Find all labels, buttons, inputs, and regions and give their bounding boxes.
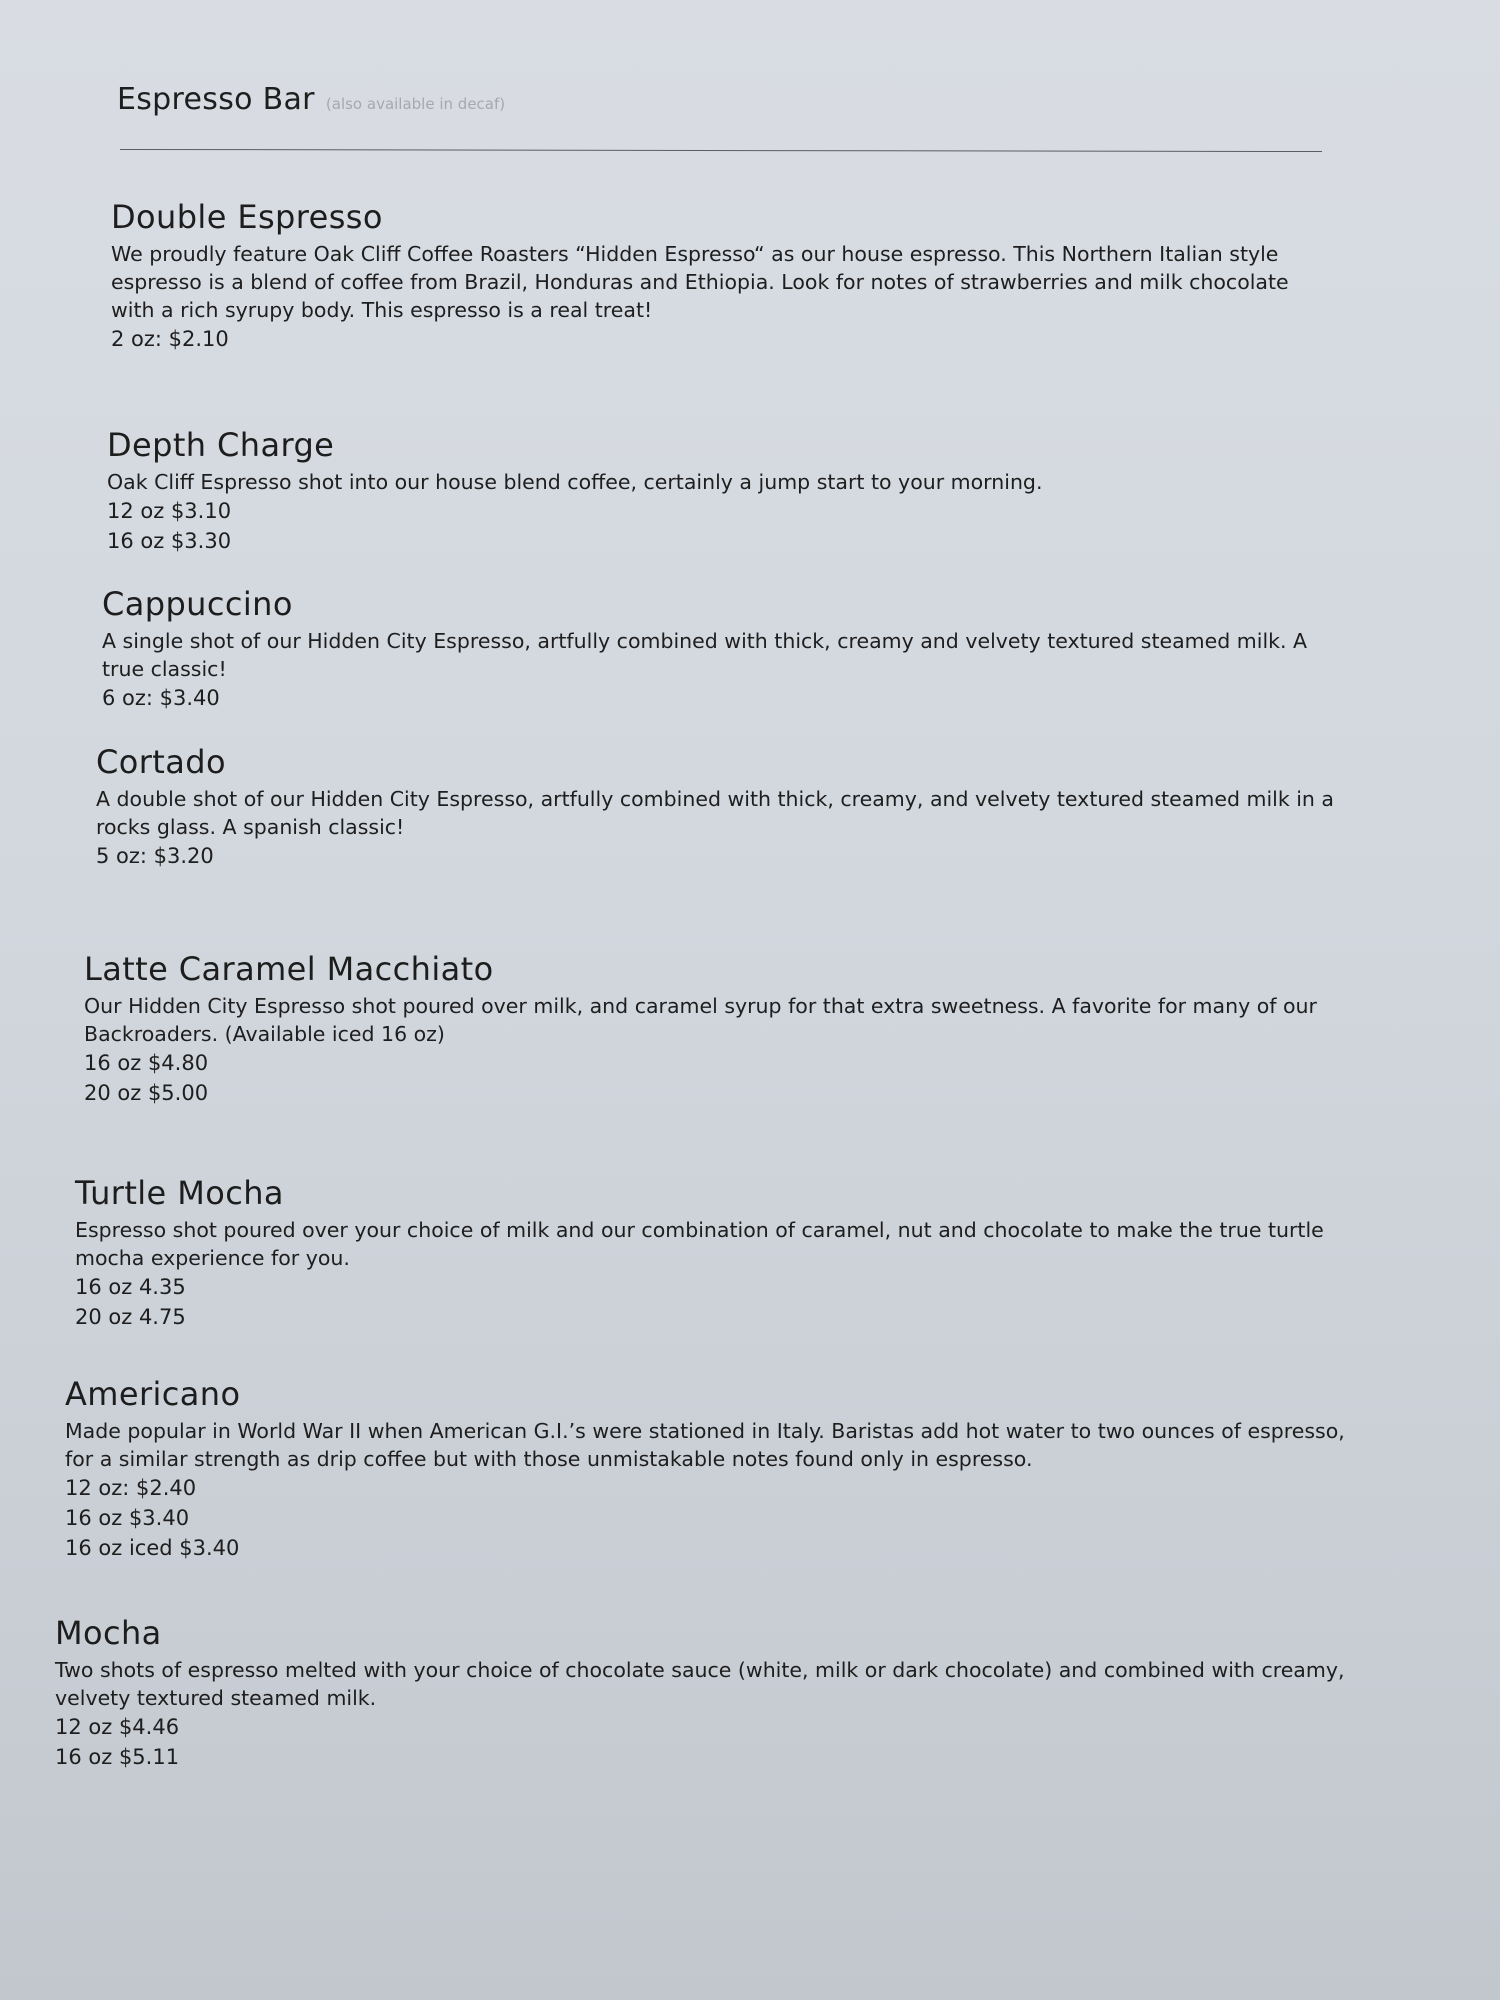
item-description: Oak Cliff Espresso shot into our house blend coffee, certainly a jump start to your morning.: [107, 470, 1043, 494]
menu-item-cappuccino: [102, 584, 1332, 713]
menu-item-cortado: [96, 742, 1336, 871]
item-description: Espresso shot poured over your choice of milk and our combination of caramel, nut and chocolate to make the true turtle mocha experience for you.: [75, 1218, 1324, 1270]
price-line: 12 oz $4.46: [55, 1715, 180, 1739]
item-prices: [107, 496, 1317, 556]
item-name: Americano: [65, 1375, 241, 1413]
section-note: (also available in decaf): [325, 95, 506, 113]
item-description: A single shot of our Hidden City Espresso, artfully combined with thick, creamy and velvety textured steamed milk. A true classic!: [102, 629, 1308, 681]
menu-item-depth-charge: [107, 425, 1317, 556]
menu-item-turtle-mocha: [75, 1173, 1345, 1332]
item-name: Double Espresso: [111, 198, 383, 236]
item-prices: [102, 683, 1332, 713]
item-prices: [75, 1272, 1345, 1332]
item-description: A double shot of our Hidden City Espresso, artfully combined with thick, creamy, and velvety textured steamed milk in a rocks glass. A spanish classic!: [96, 787, 1334, 839]
menu-item-latte-caramel-macchiato: [84, 949, 1319, 1108]
item-description: We proudly feature Oak Cliff Coffee Roasters “Hidden Espresso“ as our house espresso. This Northern Italian style espresso is a blend of coffee from Brazil, Honduras and Ethiopia. Look for notes of strawberries and milk chocolate with a rich syrupy body. This espresso is a real treat!: [111, 242, 1289, 322]
menu-item-mocha: [55, 1613, 1365, 1772]
item-name: Mocha: [55, 1614, 162, 1652]
item-description: Two shots of espresso melted with your choice of chocolate sauce (white, milk or dark chocolate) and combined with creamy, velvety textured steamed milk.: [55, 1658, 1345, 1710]
item-prices: [65, 1473, 1345, 1563]
item-name: Latte Caramel Macchiato: [84, 950, 494, 988]
price-line: 16 oz 4.35: [75, 1275, 186, 1299]
item-name: Depth Charge: [107, 426, 335, 464]
price-line: 20 oz 4.75: [75, 1305, 186, 1329]
section-header: [117, 82, 1322, 117]
price-line: 16 oz $3.30: [107, 529, 232, 553]
item-name: Turtle Mocha: [75, 1174, 284, 1212]
price-line: 16 oz $4.80: [84, 1051, 209, 1075]
item-prices: [111, 324, 1321, 354]
item-description: Our Hidden City Espresso shot poured over milk, and caramel syrup for that extra sweetness. A favorite for many of our Backroaders. (Available iced 16 oz): [84, 994, 1317, 1046]
price-line: 12 oz $3.10: [107, 499, 232, 523]
item-prices: [84, 1048, 1319, 1108]
price-line: 20 oz $5.00: [84, 1081, 209, 1105]
price-line: 16 oz $5.11: [55, 1745, 180, 1769]
item-description: Made popular in World War II when American G.I.’s were stationed in Italy. Baristas add hot water to two ounces of espresso, for a similar strength as drip coffee but with those unmistakable notes found only in espresso.: [65, 1419, 1345, 1471]
item-name: Cortado: [96, 743, 226, 781]
price-line: 16 oz iced $3.40: [65, 1536, 240, 1560]
section-title: Espresso Bar: [117, 82, 315, 117]
item-prices: [96, 841, 1336, 871]
header-divider: [120, 149, 1322, 152]
menu-item-double-espresso: [111, 197, 1321, 354]
price-line: 5 oz: $3.20: [96, 844, 214, 868]
item-name: Cappuccino: [102, 585, 293, 623]
item-prices: [55, 1712, 1365, 1772]
price-line: 6 oz: $3.40: [102, 686, 220, 710]
price-line: 16 oz $3.40: [65, 1506, 190, 1530]
menu-item-americano: [65, 1374, 1345, 1563]
price-line: 12 oz: $2.40: [65, 1476, 197, 1500]
price-line: 2 oz: $2.10: [111, 327, 229, 351]
